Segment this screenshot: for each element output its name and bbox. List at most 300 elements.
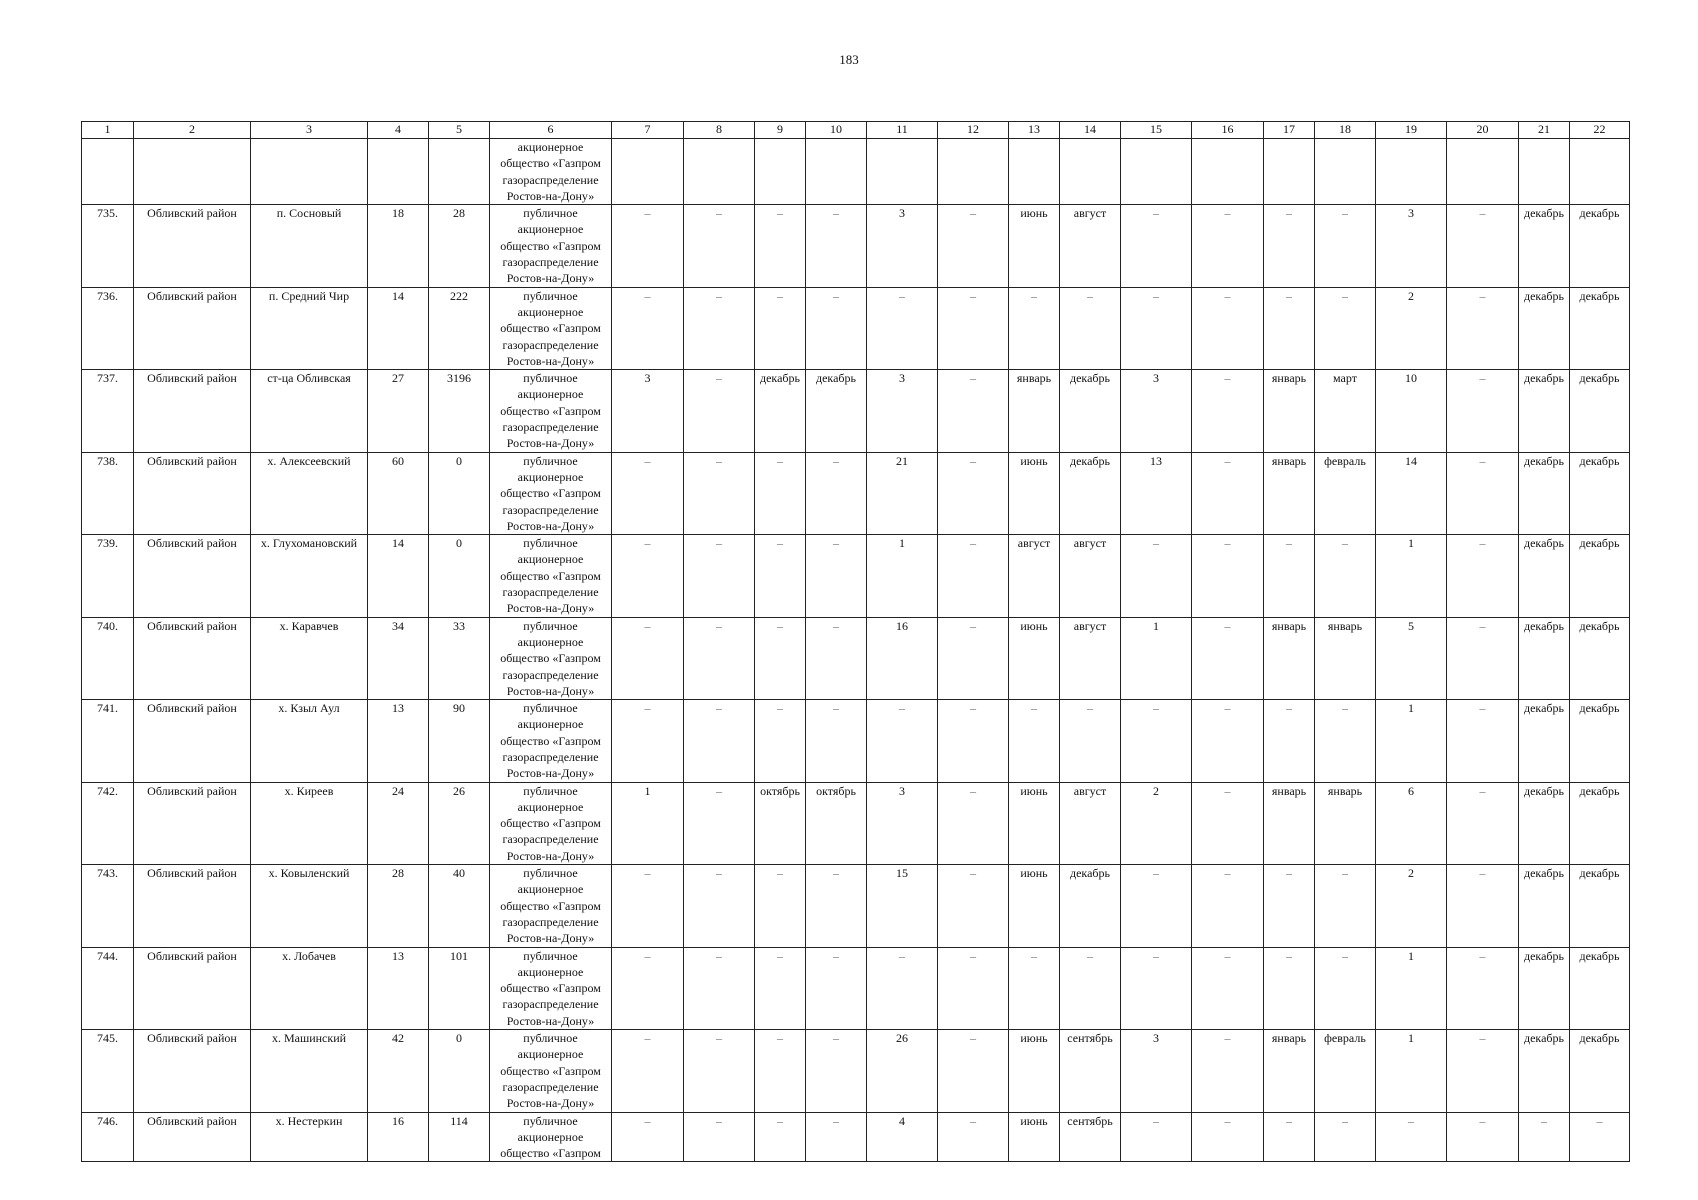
table-cell: 34 xyxy=(368,617,429,699)
table-row xyxy=(82,1112,1630,1162)
table-cell: 27 xyxy=(368,370,429,452)
table-cell: 1 xyxy=(1121,617,1192,699)
column-header-17: 17 xyxy=(1264,122,1315,139)
table-cell xyxy=(612,139,684,205)
org-line: газораспределение xyxy=(502,255,599,270)
table-cell: 1 xyxy=(1376,1030,1447,1112)
org-line: публичное xyxy=(523,288,578,303)
table-cell: – xyxy=(1570,1112,1630,1162)
table-cell: январь xyxy=(1264,782,1315,864)
table-cell: 33 xyxy=(429,617,490,699)
table-cell: х. Ковыленский xyxy=(251,865,368,947)
org-line: общество «Газпром xyxy=(500,403,601,418)
table-cell: – xyxy=(1264,947,1315,1029)
table-cell: 739. xyxy=(82,535,134,617)
table-cell: – xyxy=(684,1030,755,1112)
table-cell xyxy=(251,139,368,205)
table-cell xyxy=(867,139,938,205)
table-cell: 18 xyxy=(368,205,429,287)
table-cell: сентябрь xyxy=(1060,1030,1121,1112)
table-cell: – xyxy=(938,452,1009,534)
table-cell: июнь xyxy=(1009,782,1060,864)
column-header-12: 12 xyxy=(938,122,1009,139)
table-cell: 0 xyxy=(429,452,490,534)
column-header-16: 16 xyxy=(1192,122,1264,139)
table-cell: декабрь xyxy=(1570,287,1630,369)
table-cell: 14 xyxy=(1376,452,1447,534)
column-header-7: 7 xyxy=(612,122,684,139)
table-cell: июнь xyxy=(1009,205,1060,287)
table-cell: 101 xyxy=(429,947,490,1029)
org-line: акционерное xyxy=(517,964,584,979)
table-row xyxy=(82,947,1630,1029)
table-cell: октябрь xyxy=(755,782,806,864)
table-cell: – xyxy=(1264,205,1315,287)
org-line: акционерное xyxy=(517,634,584,649)
org-line: газораспределение xyxy=(502,749,599,764)
table-cell: – xyxy=(1192,452,1264,534)
table-row xyxy=(82,1030,1630,1112)
table-cell: 26 xyxy=(429,782,490,864)
table-cell: – xyxy=(938,947,1009,1029)
org-line: газораспределение xyxy=(502,585,599,600)
table-cell: – xyxy=(1447,452,1519,534)
column-header-4: 4 xyxy=(368,122,429,139)
table-cell: 5 xyxy=(1376,617,1447,699)
org-line: газораспределение xyxy=(502,337,599,352)
table-cell: – xyxy=(1192,947,1264,1029)
table-cell: декабрь xyxy=(755,370,806,452)
table-cell: 15 xyxy=(867,865,938,947)
table-cell: – xyxy=(755,617,806,699)
org-line: Ростов-на-Дону» xyxy=(506,848,595,863)
table-cell: июнь xyxy=(1009,865,1060,947)
table-cell: 3 xyxy=(867,205,938,287)
table-cell: – xyxy=(755,452,806,534)
organization-cell xyxy=(490,205,612,287)
table-cell: Обливский район xyxy=(134,535,251,617)
table-cell: 737. xyxy=(82,370,134,452)
organization-cell xyxy=(490,370,612,452)
table-cell: февраль xyxy=(1315,452,1376,534)
table-cell: декабрь xyxy=(1519,865,1570,947)
organization-cell xyxy=(490,782,612,864)
table-cell: – xyxy=(1447,700,1519,782)
table-cell: март xyxy=(1315,370,1376,452)
table-cell: – xyxy=(938,370,1009,452)
table-cell: – xyxy=(755,947,806,1029)
table-cell: – xyxy=(1009,287,1060,369)
table-cell: – xyxy=(1192,617,1264,699)
table-cell: декабрь xyxy=(1570,370,1630,452)
table-cell xyxy=(806,139,867,205)
table-cell: декабрь xyxy=(1519,782,1570,864)
table-row xyxy=(82,782,1630,864)
table-cell: – xyxy=(612,1112,684,1162)
table-cell: 14 xyxy=(368,287,429,369)
table-cell: – xyxy=(1447,1112,1519,1162)
org-line: публичное xyxy=(523,866,578,881)
table-cell: Обливский район xyxy=(134,865,251,947)
table-cell: – xyxy=(755,205,806,287)
table-cell xyxy=(429,139,490,205)
table-cell: – xyxy=(755,1112,806,1162)
table-cell: – xyxy=(612,865,684,947)
table-cell: Обливский район xyxy=(134,1112,251,1162)
table-cell xyxy=(1376,139,1447,205)
table-cell: – xyxy=(938,865,1009,947)
table-cell: 16 xyxy=(368,1112,429,1162)
table-cell: 1 xyxy=(1376,700,1447,782)
table-cell: декабрь xyxy=(1060,370,1121,452)
org-line: общество «Газпром xyxy=(500,1063,601,1078)
table-row xyxy=(82,370,1630,452)
org-line: газораспределение xyxy=(502,420,599,435)
page-number: 183 xyxy=(839,52,859,67)
table-cell: – xyxy=(1447,782,1519,864)
org-line: общество «Газпром xyxy=(500,1146,601,1161)
table-cell: – xyxy=(1192,535,1264,617)
table-cell: – xyxy=(1192,370,1264,452)
table-cell: январь xyxy=(1315,782,1376,864)
org-line: общество «Газпром xyxy=(500,486,601,501)
table-cell: декабрь xyxy=(1570,782,1630,864)
table-cell: – xyxy=(806,205,867,287)
org-line: публичное xyxy=(523,948,578,963)
table-cell: декабрь xyxy=(1519,700,1570,782)
table-cell: Обливский район xyxy=(134,452,251,534)
table-cell: 28 xyxy=(429,205,490,287)
table-cell: – xyxy=(938,1112,1009,1162)
table-cell xyxy=(368,139,429,205)
table-cell: х. Глухомановский xyxy=(251,535,368,617)
organization-cell xyxy=(490,287,612,369)
table-cell: – xyxy=(938,700,1009,782)
table-cell: 3 xyxy=(867,370,938,452)
org-line: публичное xyxy=(523,783,578,798)
table-cell: – xyxy=(1121,535,1192,617)
table-cell: 26 xyxy=(867,1030,938,1112)
table-cell: – xyxy=(806,535,867,617)
table-cell: 222 xyxy=(429,287,490,369)
table-cell xyxy=(1060,139,1121,205)
table-cell: – xyxy=(684,370,755,452)
table-row xyxy=(82,205,1630,287)
org-line: Ростов-на-Дону» xyxy=(506,353,595,368)
organization-cell xyxy=(490,139,612,205)
table-cell: п. Сосновый xyxy=(251,205,368,287)
continuation-row xyxy=(82,139,1630,205)
table-cell: 740. xyxy=(82,617,134,699)
table-cell: – xyxy=(1060,287,1121,369)
table-cell: х. Алексеевский xyxy=(251,452,368,534)
table-cell: 738. xyxy=(82,452,134,534)
table-cell: – xyxy=(867,700,938,782)
table-cell: – xyxy=(938,287,1009,369)
table-cell: – xyxy=(1447,617,1519,699)
column-header-20: 20 xyxy=(1447,122,1519,139)
table-cell: – xyxy=(612,287,684,369)
table-cell: 42 xyxy=(368,1030,429,1112)
table-cell: декабрь xyxy=(1519,617,1570,699)
organization-cell xyxy=(490,617,612,699)
org-line: общество «Газпром xyxy=(500,816,601,831)
table-cell: – xyxy=(1315,947,1376,1029)
table-cell: – xyxy=(684,782,755,864)
table-cell: 13 xyxy=(368,700,429,782)
table-cell: Обливский район xyxy=(134,1030,251,1112)
column-header-5: 5 xyxy=(429,122,490,139)
org-line: газораспределение xyxy=(502,914,599,929)
table-cell: декабрь xyxy=(1060,865,1121,947)
org-line: публичное xyxy=(523,536,578,551)
org-line: газораспределение xyxy=(502,172,599,187)
table-cell: – xyxy=(1192,1112,1264,1162)
table-cell: декабрь xyxy=(1519,370,1570,452)
table-cell: – xyxy=(1315,865,1376,947)
table-cell: 21 xyxy=(867,452,938,534)
table-cell: – xyxy=(806,700,867,782)
table-cell: 3 xyxy=(612,370,684,452)
table-cell: – xyxy=(755,1030,806,1112)
table-cell: 16 xyxy=(867,617,938,699)
org-line: Ростов-на-Дону» xyxy=(506,601,595,616)
org-line: акционерное xyxy=(517,140,584,154)
table-cell: Обливский район xyxy=(134,617,251,699)
table-cell: – xyxy=(1315,205,1376,287)
table-cell: декабрь xyxy=(1570,1030,1630,1112)
org-line: акционерное xyxy=(517,717,584,732)
table-cell xyxy=(755,139,806,205)
table-cell: – xyxy=(1447,1030,1519,1112)
table-cell: х. Нестеркин xyxy=(251,1112,368,1162)
table-cell: – xyxy=(612,452,684,534)
org-line: акционерное xyxy=(517,387,584,402)
table-cell: июнь xyxy=(1009,452,1060,534)
table-cell: июнь xyxy=(1009,617,1060,699)
table-cell: – xyxy=(1447,370,1519,452)
org-line: акционерное xyxy=(517,222,584,237)
table-cell xyxy=(1570,139,1630,205)
column-header-22: 22 xyxy=(1570,122,1630,139)
table-cell: декабрь xyxy=(1570,535,1630,617)
table-cell: 24 xyxy=(368,782,429,864)
table-cell: – xyxy=(612,1030,684,1112)
table-cell: октябрь xyxy=(806,782,867,864)
table-cell: – xyxy=(1060,947,1121,1029)
table-cell: 741. xyxy=(82,700,134,782)
table-cell: – xyxy=(806,947,867,1029)
org-line: публичное xyxy=(523,371,578,386)
table-cell: 2 xyxy=(1121,782,1192,864)
table-cell: – xyxy=(1121,287,1192,369)
table-cell: – xyxy=(938,535,1009,617)
org-line: общество «Газпром xyxy=(500,651,601,666)
table-cell: 2 xyxy=(1376,287,1447,369)
org-line: общество «Газпром xyxy=(500,981,601,996)
table-cell: – xyxy=(1192,865,1264,947)
table-cell: – xyxy=(938,205,1009,287)
organization-cell xyxy=(490,452,612,534)
table-cell: декабрь xyxy=(1519,287,1570,369)
table-cell: – xyxy=(1315,535,1376,617)
table-cell: Обливский район xyxy=(134,700,251,782)
table-cell: – xyxy=(1315,1112,1376,1162)
table-cell: – xyxy=(612,535,684,617)
table-cell: – xyxy=(1121,1112,1192,1162)
table-cell: – xyxy=(938,782,1009,864)
org-line: публичное xyxy=(523,618,578,633)
table-row xyxy=(82,700,1630,782)
org-line: Ростов-на-Дону» xyxy=(506,518,595,533)
table-cell: январь xyxy=(1315,617,1376,699)
table-cell: декабрь xyxy=(1060,452,1121,534)
org-line: газораспределение xyxy=(502,667,599,682)
table-cell: июнь xyxy=(1009,1030,1060,1112)
table-cell: – xyxy=(684,700,755,782)
table-cell: – xyxy=(1519,1112,1570,1162)
table-cell: январь xyxy=(1264,617,1315,699)
table-cell: – xyxy=(684,947,755,1029)
table-cell: 40 xyxy=(429,865,490,947)
table-cell: – xyxy=(1264,1112,1315,1162)
table-cell: январь xyxy=(1264,452,1315,534)
table-cell: Обливский район xyxy=(134,947,251,1029)
table-cell: – xyxy=(806,1030,867,1112)
column-header-13: 13 xyxy=(1009,122,1060,139)
table-cell: 13 xyxy=(1121,452,1192,534)
table-cell: 10 xyxy=(1376,370,1447,452)
table-cell: – xyxy=(1447,205,1519,287)
table-cell xyxy=(1192,139,1264,205)
table-cell xyxy=(684,139,755,205)
org-line: Ростов-на-Дону» xyxy=(506,436,595,451)
org-line: газораспределение xyxy=(502,832,599,847)
table-cell: 744. xyxy=(82,947,134,1029)
table-cell: декабрь xyxy=(1570,452,1630,534)
column-header-9: 9 xyxy=(755,122,806,139)
table-cell: – xyxy=(684,1112,755,1162)
table-cell: х. Каравчев xyxy=(251,617,368,699)
table-cell xyxy=(1009,139,1060,205)
table-cell: 1 xyxy=(612,782,684,864)
table-cell: Обливский район xyxy=(134,287,251,369)
table-cell: 0 xyxy=(429,535,490,617)
table-cell: – xyxy=(755,700,806,782)
column-header-10: 10 xyxy=(806,122,867,139)
column-header-19: 19 xyxy=(1376,122,1447,139)
column-header-18: 18 xyxy=(1315,122,1376,139)
column-header-11: 11 xyxy=(867,122,938,139)
table-cell: февраль xyxy=(1315,1030,1376,1112)
table-cell: – xyxy=(1447,865,1519,947)
org-line: общество «Газпром xyxy=(500,898,601,913)
table-row xyxy=(82,287,1630,369)
table-cell: – xyxy=(1315,287,1376,369)
table-cell: 114 xyxy=(429,1112,490,1162)
org-line: Ростов-на-Дону» xyxy=(506,1096,595,1111)
table-cell: – xyxy=(1447,535,1519,617)
organization-cell xyxy=(490,1030,612,1112)
table-cell: х. Кзыл Аул xyxy=(251,700,368,782)
table-cell: – xyxy=(867,287,938,369)
table-cell: – xyxy=(1192,700,1264,782)
table-cell xyxy=(134,139,251,205)
table-cell: – xyxy=(1121,205,1192,287)
table-cell: – xyxy=(755,287,806,369)
org-line: Ростов-на-Дону» xyxy=(506,1013,595,1028)
table-cell: – xyxy=(1192,1030,1264,1112)
table-cell: январь xyxy=(1264,370,1315,452)
org-line: акционерное xyxy=(517,1047,584,1062)
table-cell: Обливский район xyxy=(134,370,251,452)
org-line: Ростов-на-Дону» xyxy=(506,188,595,203)
table-cell xyxy=(1519,139,1570,205)
org-line: газораспределение xyxy=(502,1079,599,1094)
table-cell: декабрь xyxy=(1519,452,1570,534)
org-line: общество «Газпром xyxy=(500,156,601,171)
org-line: общество «Газпром xyxy=(500,733,601,748)
table-cell: – xyxy=(1264,700,1315,782)
table-cell: – xyxy=(1447,287,1519,369)
table-cell xyxy=(1121,139,1192,205)
table-cell: – xyxy=(612,205,684,287)
table-cell: декабрь xyxy=(1519,1030,1570,1112)
table-cell: – xyxy=(1264,535,1315,617)
table-cell: – xyxy=(755,535,806,617)
table-cell: август xyxy=(1060,205,1121,287)
table-cell: – xyxy=(1264,287,1315,369)
table-cell: 3 xyxy=(1121,370,1192,452)
table-row xyxy=(82,865,1630,947)
table-cell: декабрь xyxy=(1519,205,1570,287)
org-line: акционерное xyxy=(517,469,584,484)
table-cell: – xyxy=(1192,287,1264,369)
table-cell: ст-ца Обливская xyxy=(251,370,368,452)
org-line: акционерное xyxy=(517,1129,584,1144)
table-cell: – xyxy=(684,535,755,617)
table-cell: Обливский район xyxy=(134,782,251,864)
table-cell: 14 xyxy=(368,535,429,617)
table-cell: декабрь xyxy=(1519,947,1570,1029)
table-cell: декабрь xyxy=(1570,205,1630,287)
table-row xyxy=(82,452,1630,534)
table-cell: Обливский район xyxy=(134,205,251,287)
table-row xyxy=(82,617,1630,699)
gasification-schedule-table xyxy=(81,121,1630,1162)
table-cell: июнь xyxy=(1009,1112,1060,1162)
org-line: газораспределение xyxy=(502,502,599,517)
org-line: акционерное xyxy=(517,552,584,567)
table-cell xyxy=(1315,139,1376,205)
table-cell: – xyxy=(806,1112,867,1162)
table-cell: 1 xyxy=(1376,535,1447,617)
table-cell: х. Лобачев xyxy=(251,947,368,1029)
org-line: Ростов-на-Дону» xyxy=(506,766,595,781)
table-cell: 60 xyxy=(368,452,429,534)
organization-cell xyxy=(490,947,612,1029)
table-cell: 745. xyxy=(82,1030,134,1112)
organization-cell xyxy=(490,865,612,947)
org-line: общество «Газпром xyxy=(500,238,601,253)
table-cell: – xyxy=(684,287,755,369)
org-line: общество «Газпром xyxy=(500,321,601,336)
table-cell: – xyxy=(684,617,755,699)
org-line: публичное xyxy=(523,206,578,221)
table-cell: 0 xyxy=(429,1030,490,1112)
org-line: публичное xyxy=(523,453,578,468)
table-cell: январь xyxy=(1009,370,1060,452)
